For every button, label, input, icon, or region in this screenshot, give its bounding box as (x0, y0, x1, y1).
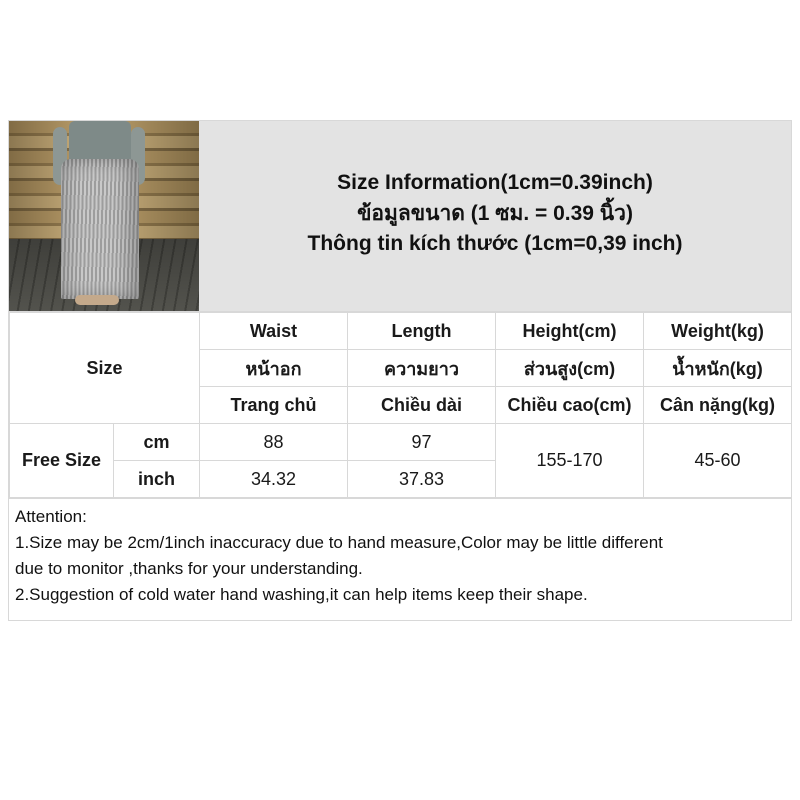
attention-line-1-cont: due to monitor ,thanks for your understanding. (15, 559, 363, 579)
table-row-headers-en (10, 313, 792, 350)
column-header-length-th: ความยาว (348, 350, 496, 387)
title-block (199, 121, 791, 311)
title-thai: ข้อมูลขนาด (1 ซม. = 0.39 นิ้ว) (357, 201, 633, 225)
row-label-free-size: Free Size (10, 424, 114, 498)
column-header-length-en: Length (348, 313, 496, 350)
value-height: 155-170 (496, 424, 644, 498)
model-foot (75, 295, 119, 305)
model-top-garment (69, 121, 131, 163)
column-header-length-vi: Chiều dài (348, 387, 496, 424)
value-weight: 45-60 (644, 424, 792, 498)
value-length-inch: 37.83 (348, 461, 496, 498)
table-row-cm (10, 424, 792, 461)
column-header-height-th: ส่วนสูง(cm) (496, 350, 644, 387)
column-header-height-en: Height(cm) (496, 313, 644, 350)
model-striped-pants (61, 159, 139, 299)
header-band (9, 121, 791, 312)
value-waist-cm: 88 (200, 424, 348, 461)
column-header-waist-vi: Trang chủ (200, 387, 348, 424)
title-vietnamese: Thông tin kích thước (1cm=0,39 inch) (307, 232, 683, 256)
attention-heading: Attention: (15, 507, 87, 526)
unit-cm: cm (114, 424, 200, 461)
attention-line-2: 2.Suggestion of cold water hand washing,it can help items keep their shape. (15, 585, 588, 605)
size-header-cell: Size (10, 313, 200, 424)
column-header-weight-en: Weight(kg) (644, 313, 792, 350)
size-table (9, 312, 792, 498)
column-header-weight-th: น้ำหนัก(kg) (644, 350, 792, 387)
column-header-waist-th: หน้าอก (200, 350, 348, 387)
column-header-height-vi: Chiều cao(cm) (496, 387, 644, 424)
column-header-weight-vi: Cân nặng(kg) (644, 387, 792, 424)
value-waist-inch: 34.32 (200, 461, 348, 498)
unit-inch: inch (114, 461, 200, 498)
attention-line-1: 1.Size may be 2cm/1inch inaccuracy due to hand measure,Color may be little different (15, 533, 663, 553)
column-header-waist-en: Waist (200, 313, 348, 350)
value-length-cm: 97 (348, 424, 496, 461)
attention-block (9, 498, 791, 620)
size-chart-sheet (8, 120, 792, 621)
title-english: Size Information(1cm=0.39inch) (337, 171, 653, 195)
product-photo (9, 121, 199, 311)
